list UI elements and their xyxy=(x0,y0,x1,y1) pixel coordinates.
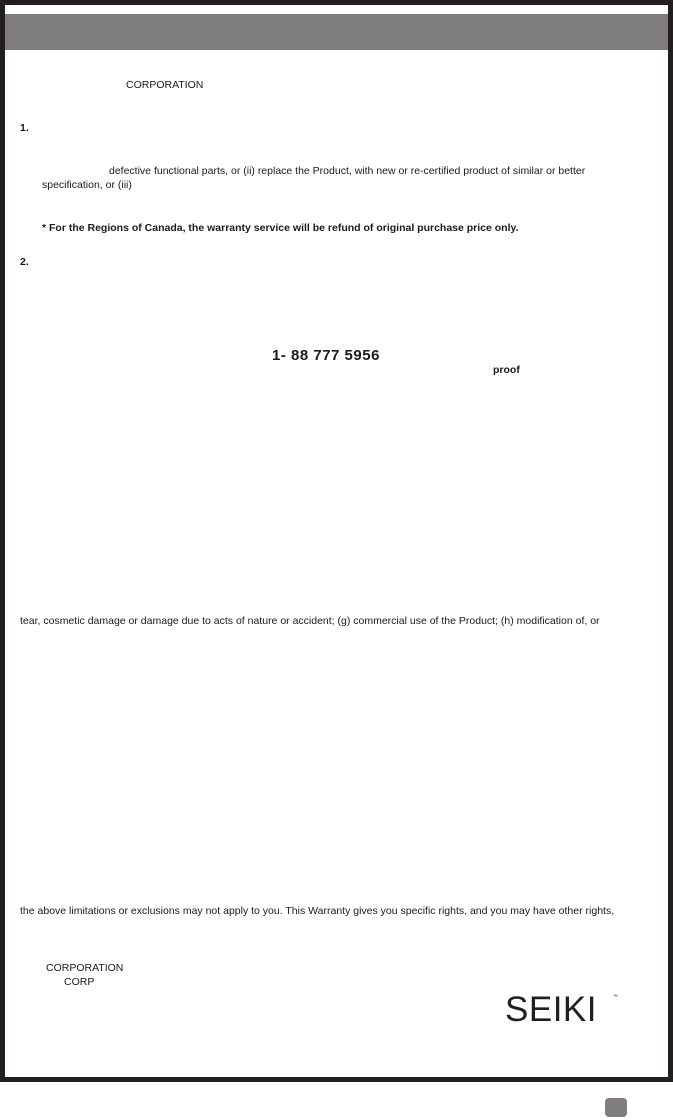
section-1-line-a: defective functional parts, or (ii) replace the Product, with new or re-certified product of similar or better xyxy=(109,165,586,177)
limitations-line: the above limitations or exclusions may not apply to you. This Warranty gives you specific rights, and you may have other rights, xyxy=(20,905,615,917)
section-number-2: 2. xyxy=(20,256,29,268)
trademark-mark: ™ xyxy=(613,994,618,1000)
corporation-text-top: CORPORATION xyxy=(126,79,204,91)
section-number-1: 1. xyxy=(20,122,29,134)
seiki-logo: SEIKI xyxy=(505,990,597,1029)
proof-text: proof xyxy=(493,364,520,376)
header-bar xyxy=(5,14,668,50)
corporation-text-bottom: CORPORATION xyxy=(46,962,124,974)
corp-text: CORP xyxy=(64,976,95,988)
canada-refund-note: * For the Regions of Canada, the warranty service will be refund of original purchase price only. xyxy=(42,222,519,234)
exclusions-line: tear, cosmetic damage or damage due to acts of nature or accident; (g) commercial use of the Product; (h) modification of, or xyxy=(20,615,600,627)
section-1-line-b: specification, or (iii) xyxy=(42,179,132,191)
page-number-tab xyxy=(605,1098,627,1117)
support-phone-number: 1- 88 777 5956 xyxy=(272,347,380,364)
